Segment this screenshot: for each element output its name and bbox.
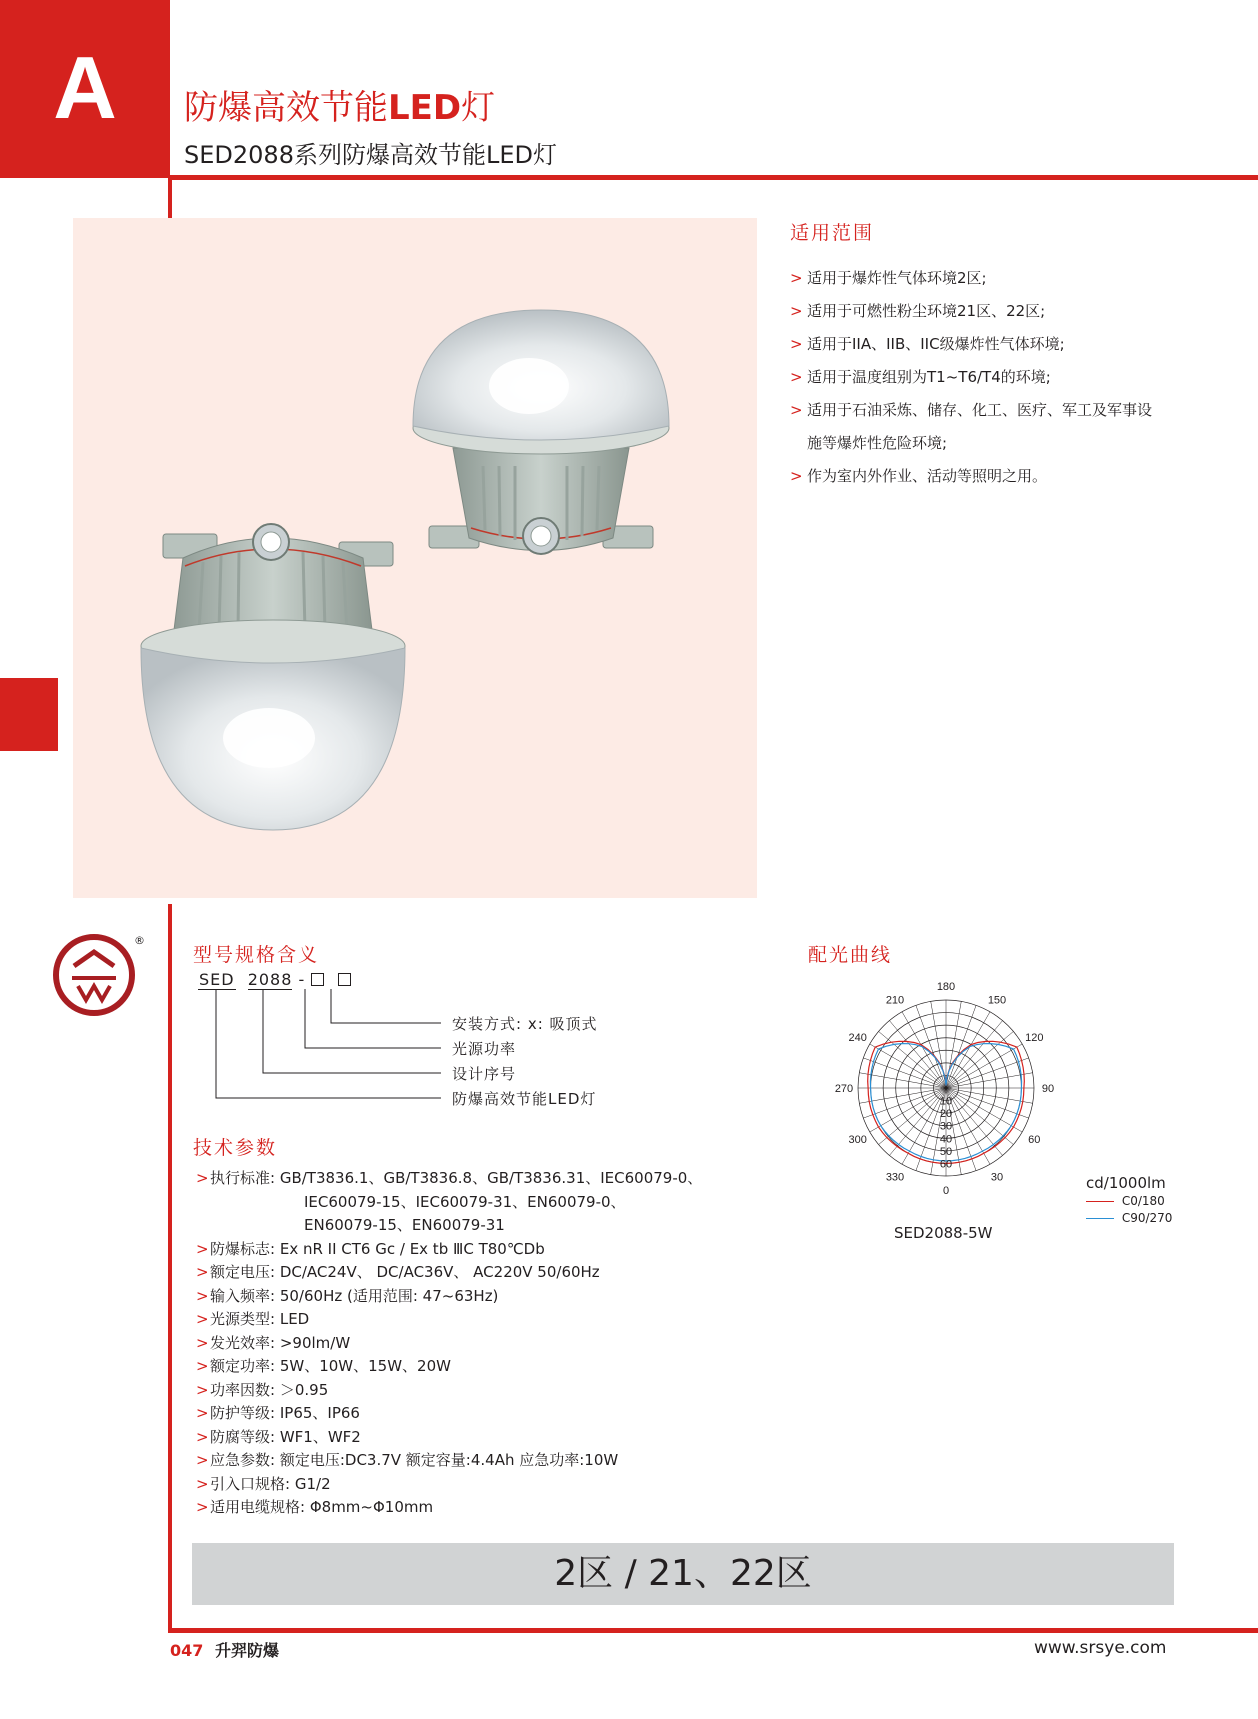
spec-row: >适用电缆规格: Φ8mm~Φ10mm [196,1498,434,1516]
code-box [311,973,324,986]
angle-label: 150 [987,994,1007,1007]
angle-label: 30 [990,1171,1004,1184]
angle-label: 240 [848,1032,867,1044]
legend-swatch [1086,1218,1114,1219]
spec-row: IEC60079-15、IEC60079-31、EN60079-0、 [304,1192,626,1211]
spec-row: >防护等级: IP65、IP66 [196,1404,360,1422]
lamp-illustration [73,218,757,898]
lamp-bottom [141,524,405,830]
list-item: > 作为室内外作业、活动等照明之用。 [790,467,1048,485]
code-box [338,973,351,986]
chart-caption: SED2088-5W [894,1224,993,1242]
spec-row: >额定电压: DC/AC24V、 DC/AC36V、 AC220V 50/60Hz [196,1263,600,1281]
lamp-top [413,310,669,554]
model-code: SED 2088 - [198,970,351,989]
product-photo [73,218,757,898]
specs-heading: 技术参数 [193,1137,278,1159]
spec-row: >应急参数: 额定电压:DC3.7V 额定容量:4.4Ah 应急功率:10W [196,1451,619,1469]
spec-row: >防爆标志: Ex nR II CT6 Gc / Ex tb ⅢC T80℃Db [196,1239,545,1258]
company-logo [50,930,142,1016]
specs-list [196,1167,702,1520]
page-subtitle: SED2088系列防爆高效节能LED灯 [184,141,557,169]
list-item: > 适用于温度组别为T1~T6/T4的环境; [790,368,1051,386]
angle-label: 0 [942,1185,950,1197]
spec-row: >额定功率: 5W、10W、15W、20W [196,1357,451,1375]
registered-mark: ® [134,934,145,947]
legend-item-c0: C0/180 [1086,1194,1165,1208]
model-leader-lines [196,988,456,1100]
spec-row: >光源类型: LED [196,1310,310,1328]
radial-label: 60 [939,1158,953,1171]
spec-row: >输入频率: 50/60Hz (适用范围: 47~63Hz) [196,1286,499,1305]
page-title: 防爆高效节能LED灯 [184,88,496,128]
list-item: > 适用于石油采炼、储存、化工、医疗、军工及军事设施等爆炸性危险环境; [790,401,1153,452]
bottom-rule [170,1628,1258,1633]
angle-label: 60 [1028,1134,1041,1146]
website-link[interactable]: www.srsye.com [1034,1638,1167,1658]
side-tab [0,678,58,751]
model-heading: 型号规格含义 [193,944,320,966]
legend-unit: cd/1000lm [1086,1174,1166,1192]
list-item: > 适用于IIA、IIB、IIC级爆炸性气体环境; [790,335,1065,353]
spec-row: >功率因数: ＞0.95 [196,1380,329,1399]
spec-row: >执行标准: GB/T3836.1、GB/T3836.8、GB/T3836.31、IEC60079-0、 [196,1169,703,1187]
light-curve-heading: 配光曲线 [808,944,893,966]
radial-label: 40 [939,1133,953,1146]
list-item: > 适用于爆炸性气体环境2区; [790,269,987,287]
model-desc-design: 设计序号 [452,1065,517,1083]
angle-label: 90 [1041,1083,1055,1095]
spec-row: >引入口规格: G1/2 [196,1474,331,1493]
legend-swatch [1086,1201,1114,1202]
model-desc-power: 光源功率 [452,1040,517,1058]
application-list [790,262,1190,493]
spec-row: >发光效率: >90lm/W [196,1333,351,1352]
model-desc-product: 防爆高效节能LED灯 [452,1090,597,1108]
radial-label: 30 [939,1120,953,1133]
radial-label: 50 [939,1145,953,1158]
model-desc-mounting: 安装方式: x: 吸顶式 [452,1015,598,1033]
spec-row: >防腐等级: WF1、WF2 [196,1427,361,1446]
legend-item-c90: C90/270 [1086,1211,1172,1225]
angle-label: 300 [848,1134,867,1146]
radial-label: 10 [939,1095,953,1108]
angle-label: 330 [885,1171,905,1184]
radial-label: 20 [939,1108,953,1121]
footer-page: 047 升羿防爆 [170,1641,279,1660]
section-letter: A [53,38,117,137]
top-rule [170,175,1258,180]
angle-label: 180 [936,981,956,993]
zone-banner: 2区 / 21、22区 [192,1543,1174,1605]
application-heading: 适用范围 [790,222,875,244]
angle-label: 120 [1025,1032,1044,1044]
list-item: > 适用于可燃性粉尘环境21区、22区; [790,302,1046,320]
spec-row: EN60079-15、EN60079-31 [304,1216,505,1234]
angle-label: 270 [834,1083,854,1095]
angle-label: 210 [885,994,905,1007]
polar-chart [816,976,1076,1216]
